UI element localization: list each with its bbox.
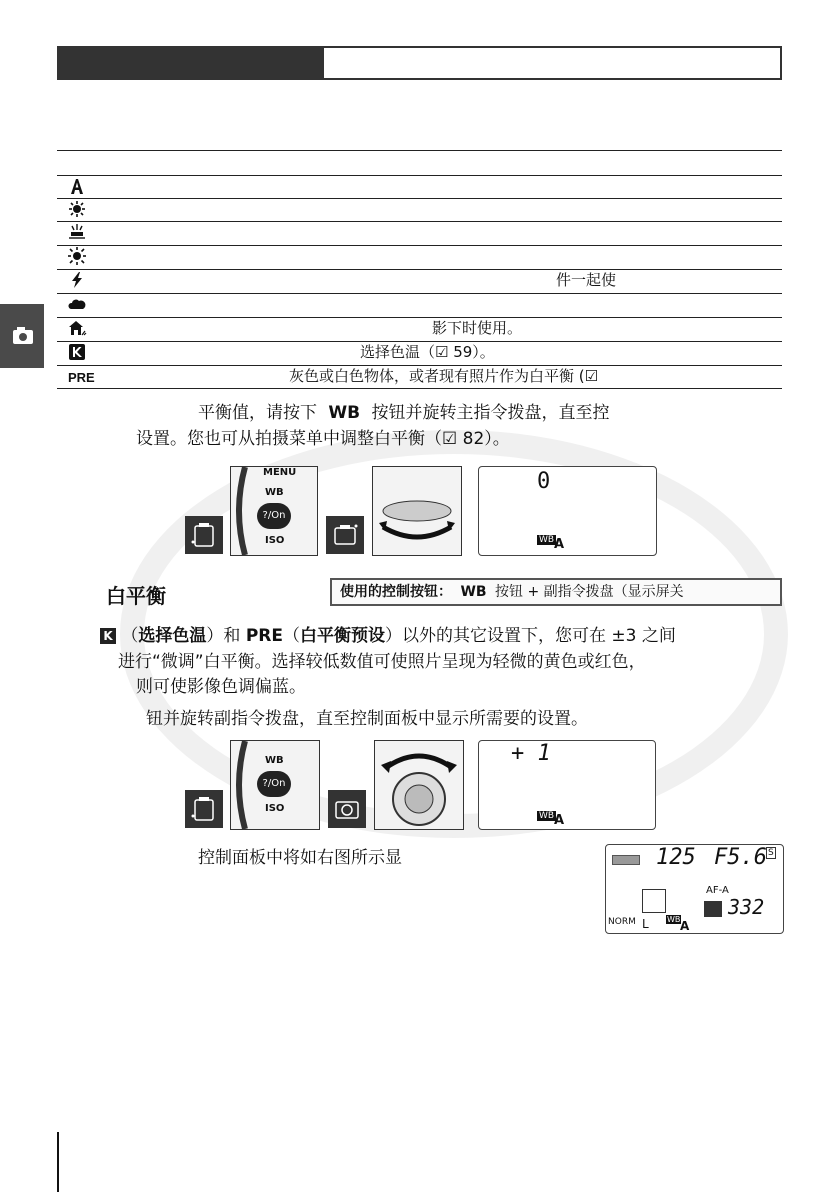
table-top-rule <box>57 150 782 151</box>
iso-button[interactable]: ISO <box>265 535 285 546</box>
table-rule <box>57 365 782 366</box>
wb-fine-tune-value: + 1 <box>511 741 551 766</box>
main-dial-illustration <box>372 466 462 556</box>
shade-icon <box>68 319 86 337</box>
control-panel-display-1 <box>478 466 657 556</box>
af-mode: AF-A <box>706 885 729 896</box>
direct-sunlight-icon <box>68 247 86 265</box>
table-rule <box>57 245 782 246</box>
side-tab[interactable] <box>0 304 44 368</box>
cloudy-icon <box>68 295 86 313</box>
table-rule <box>57 198 782 199</box>
table-cell-text: 件一起使 <box>556 271 617 289</box>
header-light-block <box>322 46 782 80</box>
frames-remaining: 332 <box>728 895 765 919</box>
table-rule <box>57 221 782 222</box>
flash-icon <box>68 271 86 289</box>
text: ）以外的其它设置下，您可在 ±3 之间 <box>384 626 676 646</box>
fluorescent-icon <box>68 223 86 241</box>
footer-rule <box>57 1132 59 1192</box>
paragraph-1-line-1 <box>198 402 610 424</box>
shutter-speed: 125 <box>656 845 696 870</box>
dial-rotate-icon <box>375 741 463 829</box>
ctrl-wb: WB <box>460 584 487 600</box>
protect-button[interactable]: ?/On <box>257 771 291 797</box>
wb-mode: A <box>680 919 690 933</box>
wb-indicator: WB <box>539 811 555 821</box>
wb-mode: A <box>554 537 565 552</box>
section-title: 白平衡 <box>106 584 166 608</box>
text: （ <box>282 626 300 646</box>
paragraph-2-line-3: 则可使影像色调偏蓝。 <box>136 677 306 697</box>
paragraph-3: 钮并旋转副指令拨盘，直至控制面板中显示所需要的设置。 <box>146 709 588 729</box>
wb-indicator: WB <box>539 535 555 545</box>
table-cell-text: 灰色或白色物体，或者现有照片作为白平衡 (☑ <box>289 367 599 385</box>
dial-rotate-icon <box>373 467 461 555</box>
iso-button[interactable]: ISO <box>265 803 285 814</box>
protect-button[interactable]: ?/On <box>257 503 291 529</box>
camera-icon <box>0 304 44 368</box>
button-strip-2 <box>230 740 320 830</box>
camera-top-icon <box>326 516 364 554</box>
paragraph-2-line-1 <box>100 625 676 647</box>
camera-back-icon <box>185 516 223 554</box>
table-rule <box>57 293 782 294</box>
table-rule <box>57 317 782 318</box>
incandescent-icon <box>68 200 86 218</box>
text: （ <box>121 626 139 646</box>
button-strip-1 <box>230 466 318 556</box>
wb-indicator: WB <box>667 915 681 924</box>
wb-mode: A <box>554 813 565 828</box>
camera-front-icon <box>328 790 366 828</box>
paragraph-1-line-2: 设置。您也可从拍摄菜单中调整白平衡（☑ 82）。 <box>136 429 510 449</box>
preset-icon <box>68 367 95 385</box>
paragraph-4: 控制面板中将如右图所示显 <box>198 848 402 868</box>
aperture: F5.6 <box>714 845 767 870</box>
table-rule <box>57 341 782 342</box>
lcd-panel <box>605 844 784 934</box>
control-buttons-bar <box>330 578 782 606</box>
text: 白平衡预设 <box>299 626 385 646</box>
text: 按钮并旋转主指令拨盘，直至控 <box>371 403 610 423</box>
paragraph-2-line-2: 进行“微调”白平衡。选择较低数值可使照片呈现为轻微的黄色或红色， <box>118 652 646 672</box>
text: ）和 <box>206 626 241 646</box>
table-cell-text: 选择色温（☑ 59）。 <box>360 343 495 361</box>
menu-button[interactable]: MENU <box>263 467 297 478</box>
camera-back-icon <box>185 790 223 828</box>
battery-icon <box>612 855 640 865</box>
sub-dial-illustration <box>374 740 464 830</box>
ctrl-rest: 按钮 + 副指令拨盘（显示屏关 <box>495 584 684 600</box>
image-size: L <box>642 917 649 931</box>
wb-button[interactable]: WB <box>265 755 284 766</box>
table-cell-text: 影下时使用。 <box>432 319 523 337</box>
wb-button[interactable]: WB <box>265 487 284 498</box>
table-bottom-rule <box>57 388 782 389</box>
header-dark-block <box>57 46 322 80</box>
color-temp-icon <box>68 343 86 361</box>
pre-label: PRE <box>245 626 283 646</box>
focus-area-icon <box>642 889 666 913</box>
image-quality: NORM <box>608 917 636 927</box>
table-rule <box>57 269 782 270</box>
text: 选择色温 <box>138 626 207 646</box>
svg-text:PRE: PRE <box>68 370 95 385</box>
auto-icon <box>68 177 86 195</box>
table-rule <box>57 175 782 176</box>
wb-label: WB <box>328 403 361 423</box>
text: 平衡值，请按下 <box>198 403 317 423</box>
s-badge: S <box>768 848 774 858</box>
wb-value: 0 <box>537 469 551 494</box>
metering-icon <box>704 901 722 917</box>
control-panel-display-2 <box>478 740 656 830</box>
color-temp-icon: K <box>100 628 116 644</box>
ctrl-label: 使用的控制按钮： <box>340 584 452 600</box>
